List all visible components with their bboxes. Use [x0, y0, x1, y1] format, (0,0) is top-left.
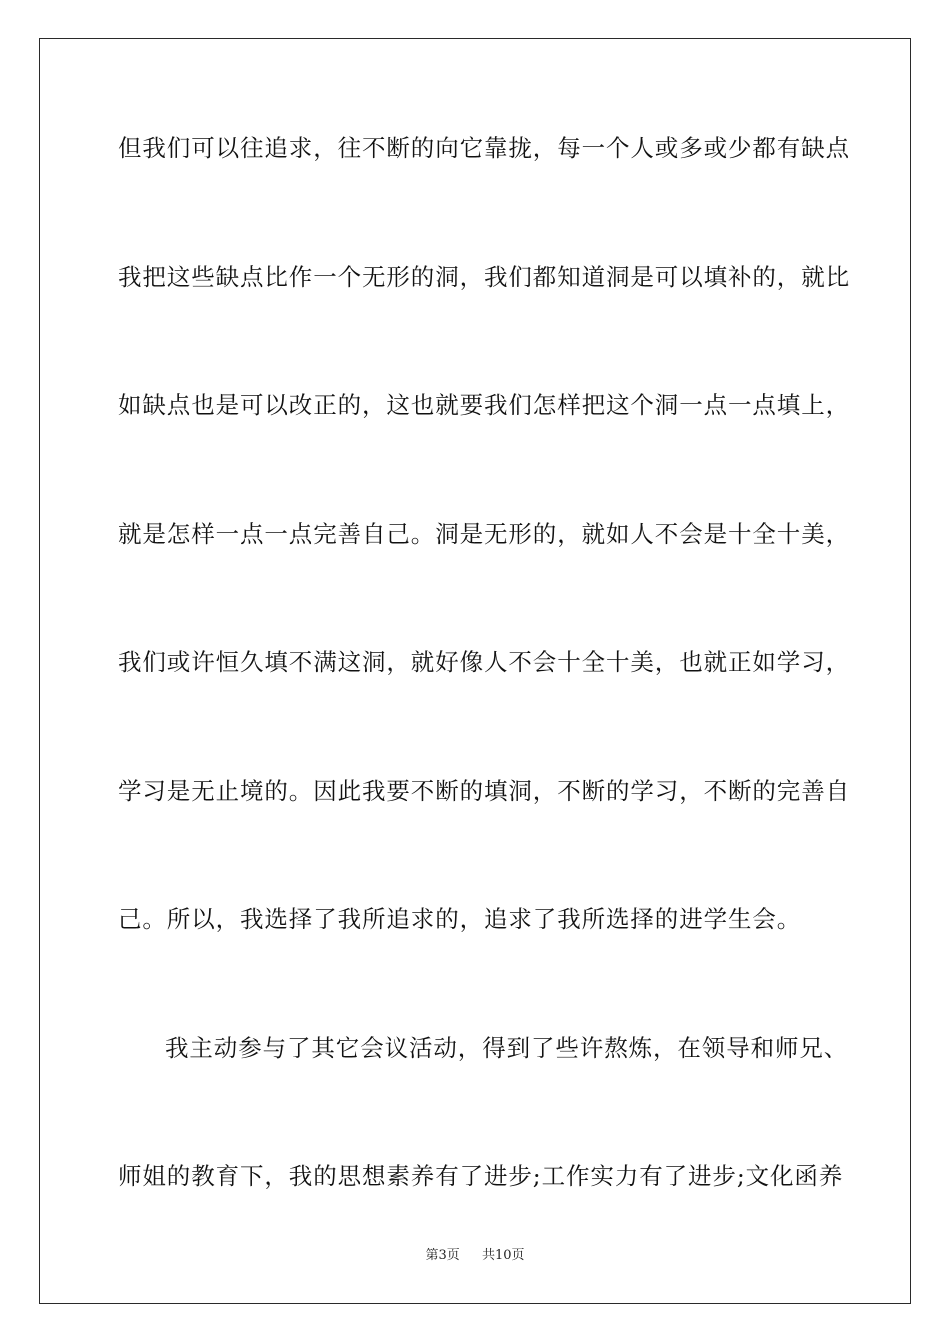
paragraph-line-5: 我们或许恒久填不满这洞，就好像人不会十全十美，也就正如学习， — [118, 648, 850, 676]
paragraph-line-2: 我把这些缺点比作一个无形的洞，我们都知道洞是可以填补的，就比 — [118, 262, 850, 291]
paragraph-line-9: 师姐的教育下，我的思想素养有了进步;工作实力有了进步;文化函养 — [118, 1162, 844, 1190]
paragraph-line-4: 就是怎样一点一点完善自己。洞是无形的，就如人不会是十全十美， — [118, 519, 850, 548]
page-number: 第3页 — [425, 1248, 460, 1263]
page-footer — [0, 1246, 950, 1266]
document-body — [118, 128, 850, 1285]
paragraph-line-7: 己。所以，我选择了我所追求的，追求了我所选择的进学生会。 — [118, 905, 802, 933]
paragraph-line-3: 如缺点也是可以改正的，这也就要我们怎样把这个洞一点一点填上， — [118, 391, 850, 419]
page-total: 共10页 — [482, 1248, 525, 1263]
paragraph-line-8: 我主动参与了其它会议活动，得到了些许熬炼，在领导和师兄、 — [165, 1033, 849, 1062]
paragraph-line-6: 学习是无止境的。因此我要不断的填洞，不断的学习，不断的完善自 — [118, 776, 850, 805]
paragraph-line-1: 但我们可以往追求，往不断的向它靠拢，每一个人或多或少都有缺点 — [118, 134, 850, 162]
